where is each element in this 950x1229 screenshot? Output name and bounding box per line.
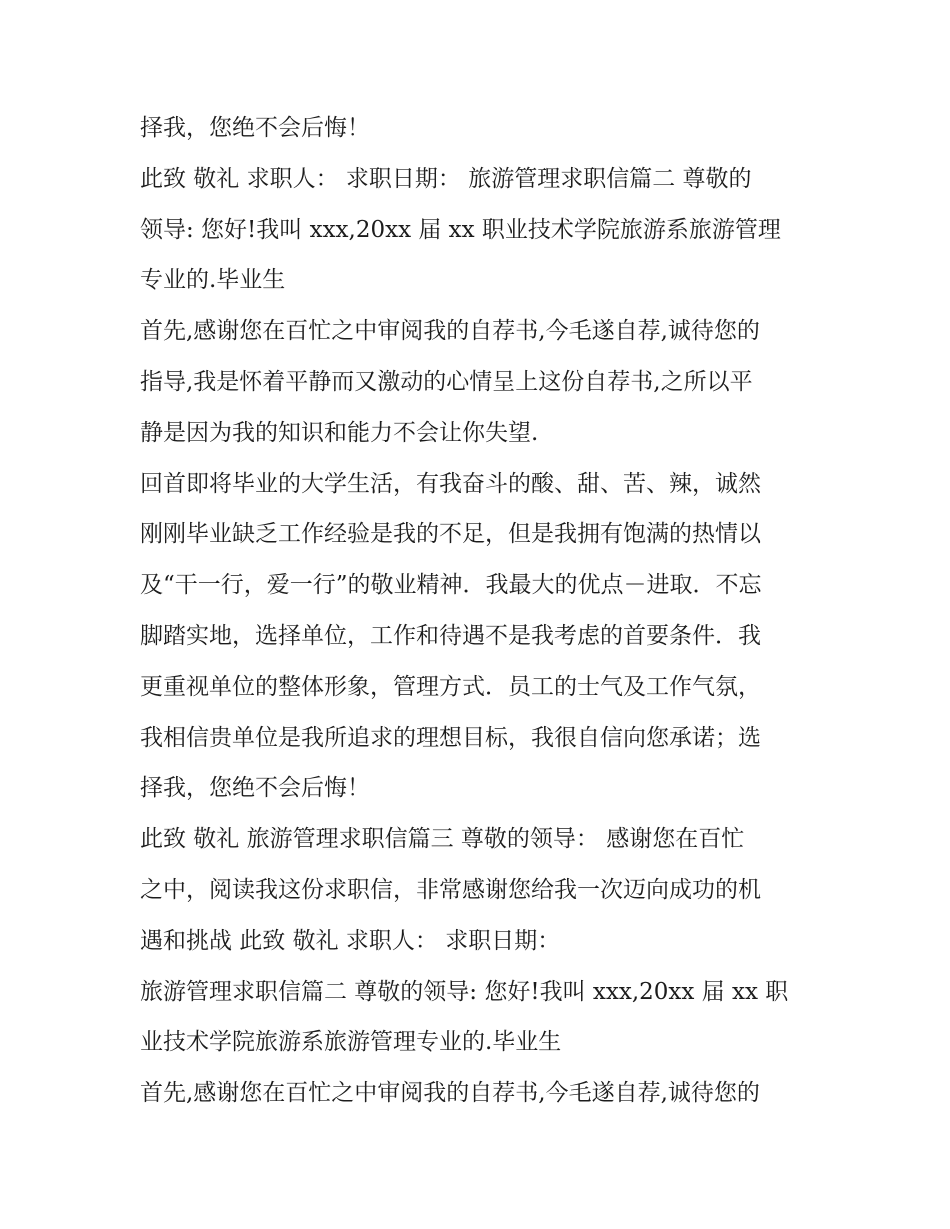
text-line: 遇和挑战 此致 敬礼 求职人： 求职日期： — [140, 927, 561, 954]
text-line: 旅游管理求职信篇二 尊敬的领导: 您好!我叫 xxx,20xx 届 xx 职 — [140, 978, 789, 1005]
text-line: 此致 敬礼 求职人： 求职日期： 旅游管理求职信篇二 尊敬的 — [140, 165, 752, 192]
document-body — [140, 103, 820, 1119]
text-line: 回首即将毕业的大学生活，有我奋斗的酸、甜、苦、辣，诚然 — [140, 470, 761, 497]
text-line: 首先,感谢您在百忙之中审阅我的自荐书,今毛遂自荐,诚待您的 — [140, 1080, 760, 1107]
text-line: 专业的.毕业生 — [140, 267, 286, 294]
text-line: 我相信贵单位是我所追求的理想目标，我很自信向您承诺；选 — [140, 724, 761, 751]
text-line: 脚踏实地，选择单位，工作和待遇不是我考虑的首要条件．我 — [140, 622, 761, 649]
text-line: 业技术学院旅游系旅游管理专业的.毕业生 — [140, 1029, 562, 1056]
text-line: 择我，您绝不会后悔！ — [140, 775, 370, 802]
text-line: 更重视单位的整体形象，管理方式．员工的士气及工作气氛， — [140, 673, 761, 700]
text-line: 静是因为我的知识和能力不会让你失望. — [140, 419, 539, 446]
text-line: 首先,感谢您在百忙之中审阅我的自荐书,今毛遂自荐,诚待您的 — [140, 318, 760, 345]
text-line: 领导: 您好!我叫 xxx,20xx 届 xx 职业技术学院旅游系旅游管理 — [140, 216, 781, 243]
text-line: 之中，阅读我这份求职信，非常感谢您给我一次迈向成功的机 — [140, 876, 761, 903]
text-line: 及“干一行，爱一行”的敬业精神．我最大的优点－进取．不忘 — [140, 572, 762, 599]
text-line: 刚刚毕业缺乏工作经验是我的不足，但是我拥有饱满的热情以 — [140, 521, 761, 548]
text-line: 指导,我是怀着平静而又激动的心情呈上这份自荐书,之所以平 — [140, 368, 753, 395]
text-line: 此致 敬礼 旅游管理求职信篇三 尊敬的领导： 感谢您在百忙 — [140, 826, 745, 853]
text-line: 择我，您绝不会后悔！ — [140, 115, 370, 141]
